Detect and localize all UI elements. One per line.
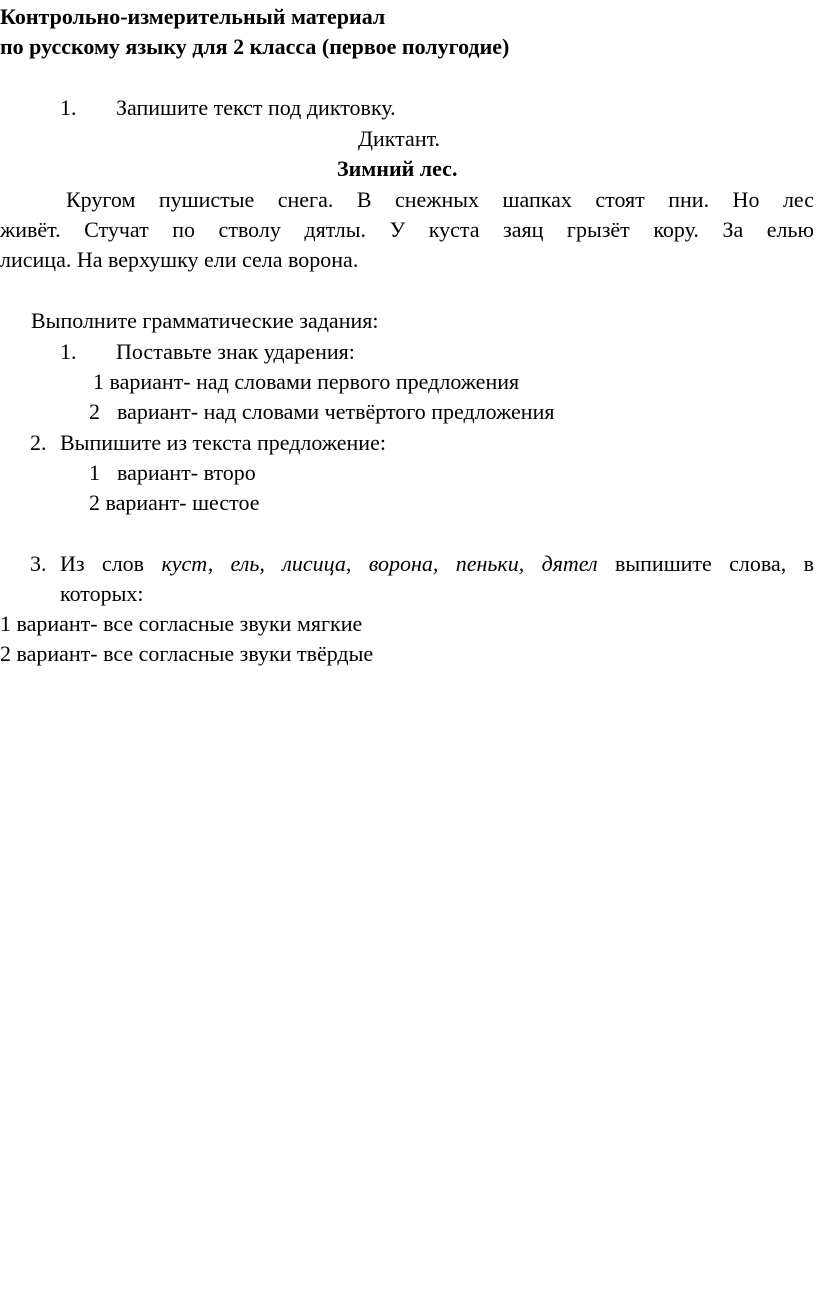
grammar-item-1-variant-2-number: 2: [89, 399, 100, 424]
grammar-item-3-continuation: которых:: [60, 581, 144, 606]
dictation-text-line-1: Кругом пушистые снега. В снежных шапках стоят пни. Но лес: [66, 187, 814, 212]
grammar-item-3-variant-2: 2 вариант- все согласные звуки твёрдые: [0, 641, 374, 666]
grammar-item-2-variant-2: 2 вариант- шестое: [89, 490, 260, 515]
grammar-item-1-text: Поставьте знак ударения:: [116, 339, 355, 364]
grammar-item-2-text: Выпишите из текста предложение:: [60, 430, 386, 455]
grammar-item-1-variant-2: вариант- над словами четвёртого предложения: [117, 399, 555, 424]
task-1-number: 1.: [60, 95, 77, 120]
grammar-item-1-number: 1.: [60, 339, 77, 364]
grammar-heading: Выполните грамматические задания:: [31, 308, 379, 333]
grammar-item-3-number: 3.: [30, 551, 47, 576]
document-title-line-2: по русскому языку для 2 класса (первое полугодие): [0, 34, 510, 59]
grammar-item-3-first-line: [60, 549, 814, 579]
grammar-item-3-first-line-wrap: [60, 549, 814, 579]
grammar-item-3-prefix: Из слов: [60, 551, 145, 576]
grammar-item-1-variant-1: 1 вариант- над словами первого предложения: [93, 369, 520, 394]
grammar-item-3-variant-1: 1 вариант- все согласные звуки мягкие: [0, 611, 363, 636]
grammar-item-2-variant-1-number: 1: [89, 460, 100, 485]
dictation-text-line-2: живёт. Стучат по стволу дятлы. У куста заяц грызёт кору. За елью: [0, 217, 814, 242]
grammar-item-3-suffix: выпишите слова, в: [614, 551, 814, 576]
dictation-label: Диктант.: [358, 126, 441, 151]
dictation-text-line-3: лисица. На верхушку ели села ворона.: [0, 247, 359, 272]
grammar-item-2-variant-1: вариант- второ: [117, 460, 256, 485]
dictation-title: Зимний лес.: [337, 156, 458, 181]
grammar-item-2-number: 2.: [30, 430, 47, 455]
task-1-text: Запишите текст под диктовку.: [116, 95, 396, 120]
document-title-line-1: Контрольно-измерительный материал: [0, 4, 386, 29]
grammar-item-3-words: куст, ель, лисица, ворона, пеньки, дятел: [161, 551, 598, 576]
